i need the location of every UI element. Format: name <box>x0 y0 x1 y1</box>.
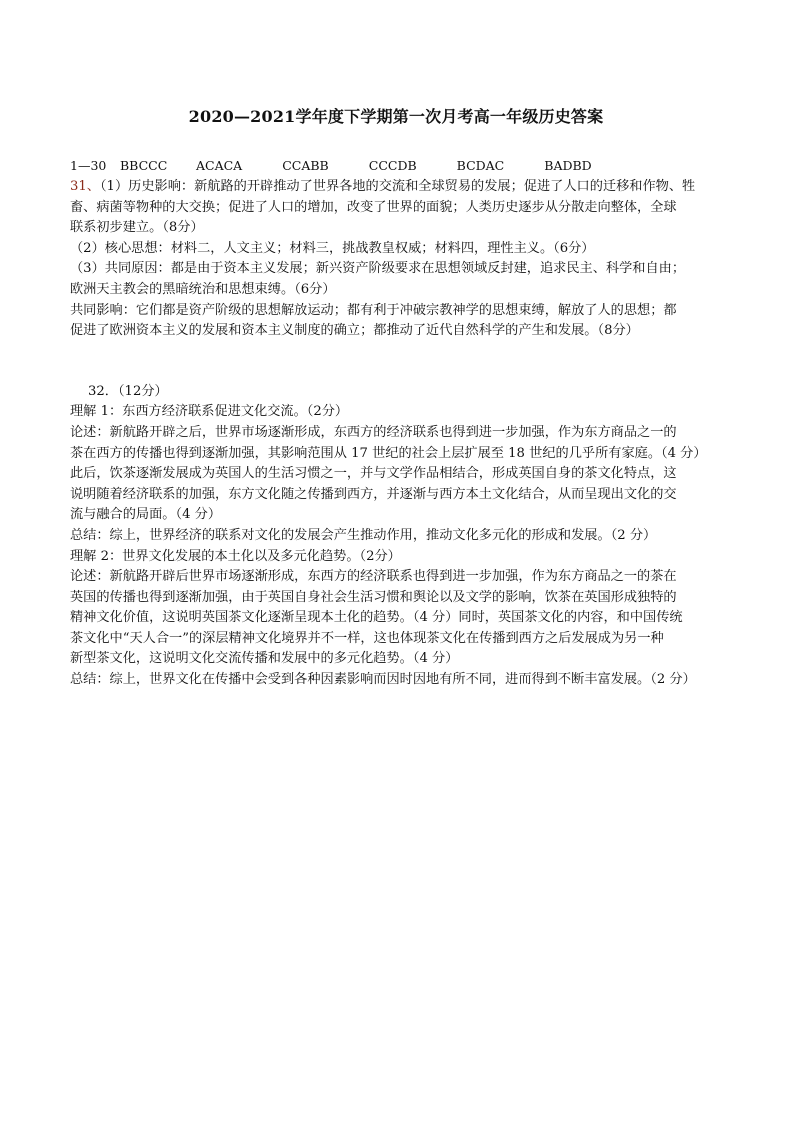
mc-group: BBCCC <box>120 158 168 173</box>
q31-line: 畜、病菌等物种的大交换；促进了人口的增加，改变了世界的面貌；人类历史逐步从分散走向整体，全球 <box>70 199 677 215</box>
q31-line: （2）核心思想：材料二，人文主义；材料三，挑战教皇权威；材料四，理性主义。（6分） <box>70 240 595 256</box>
question-31 <box>70 177 722 342</box>
mc-group: BCDAC <box>456 158 505 173</box>
q32-line: 新型茶文化，这说明文化交流传播和发展中的多元化趋势。（4 分） <box>70 651 459 667</box>
q31-line: （3）共同原因：都是由于资本主义发展；新兴资产阶级要求在思想领域反封建，追求民主、科学和自由； <box>70 261 686 277</box>
q31-line: 欧洲天主教会的黑暗统治和思想束缚。（6分） <box>70 281 336 297</box>
mc-group: CCCDB <box>368 158 417 173</box>
mc-group: CCABB <box>282 158 329 173</box>
q32-line: 此后，饮茶逐渐发展成为英国人的生活习惯之一，并与文学作品相结合，形成英国自身的茶文化特点，这 <box>70 466 677 482</box>
mc-range: 1—30 <box>70 158 107 173</box>
q32-line: 英国的传播也得到逐渐加强，由于英国自身社会生活习惯和舆论以及文学的影响，饮茶在英国形成独特的 <box>70 589 677 605</box>
section-gap <box>70 342 722 382</box>
q31-line: 共同影响：它们都是资产阶级的思想解放运动；都有利于冲破宗教神学的思想束缚，解放了人的思想；都 <box>70 302 677 318</box>
q32-line: 茶文化中“天人合一”的深层精神文化境界并不一样，这也体现茶文化在传播到西方之后发展成为另一种 <box>70 630 664 646</box>
q31-line <box>70 177 722 198</box>
multiple-choice-answers <box>70 156 722 176</box>
q32-line: 总结：综上，世界文化在传播中会受到各种因素影响而因时因地有所不同，进而得到不断丰富发展。（2 分） <box>70 672 696 688</box>
question-32 <box>70 382 722 691</box>
q32-line: 论述：新航路开辟之后，世界市场逐渐形成，东西方的经济联系也得到进一步加强，作为东方商品之一的 <box>70 424 677 440</box>
q31-line: 促进了欧洲资本主义的发展和资本主义制度的确立；都推动了近代自然科学的产生和发展。（8分） <box>70 323 639 339</box>
q32-line: 流与融合的局面。（4 分） <box>70 507 222 523</box>
q32-line: 论述：新航路开辟后世界市场逐渐形成，东西方的经济联系也得到进一步加强，作为东方商品之一的茶在 <box>70 569 677 585</box>
q32-line: 茶在西方的传播也得到逐渐加强，其影响范围从 17 世纪的社会上层扩展至 18 世纪的几乎所有家庭。（4 分） <box>70 445 707 461</box>
q32-line: 理解 1：东西方经济联系促进文化交流。（2分） <box>70 404 349 420</box>
q32-heading: 32．（12分） <box>88 383 168 399</box>
q31-line-text: （1）历史影响：新航路的开辟推动了世界各地的交流和全球贸易的发展；促进了人口的迁移和作物、牲 <box>99 179 696 194</box>
q32-line: 理解 2：世界文化发展的本土化以及多元化趋势。（2分） <box>70 548 401 564</box>
q32-line: 精神文化价值，这说明英国茶文化逐渐呈现本土化的趋势。（4 分）同时，英国茶文化的内容，和中国传统 <box>70 610 683 626</box>
q32-line: 说明随着经济联系的加强，东方文化随之传播到西方，并逐渐与西方本土文化结合，从而呈现出文化的交 <box>70 486 677 502</box>
q31-line: 联系初步建立。（8分） <box>70 220 204 236</box>
mc-group: BADBD <box>544 158 592 173</box>
mc-group: ACACA <box>196 158 243 173</box>
q31-number: 31、 <box>70 179 100 194</box>
page-title: 2020—2021学年度下学期第一次月考高一年级历史答案 <box>188 107 604 126</box>
q32-line: 总结：综上，世界经济的联系对文化的发展会产生推动作用，推动文化多元化的形成和发展。（2 分） <box>70 527 657 543</box>
